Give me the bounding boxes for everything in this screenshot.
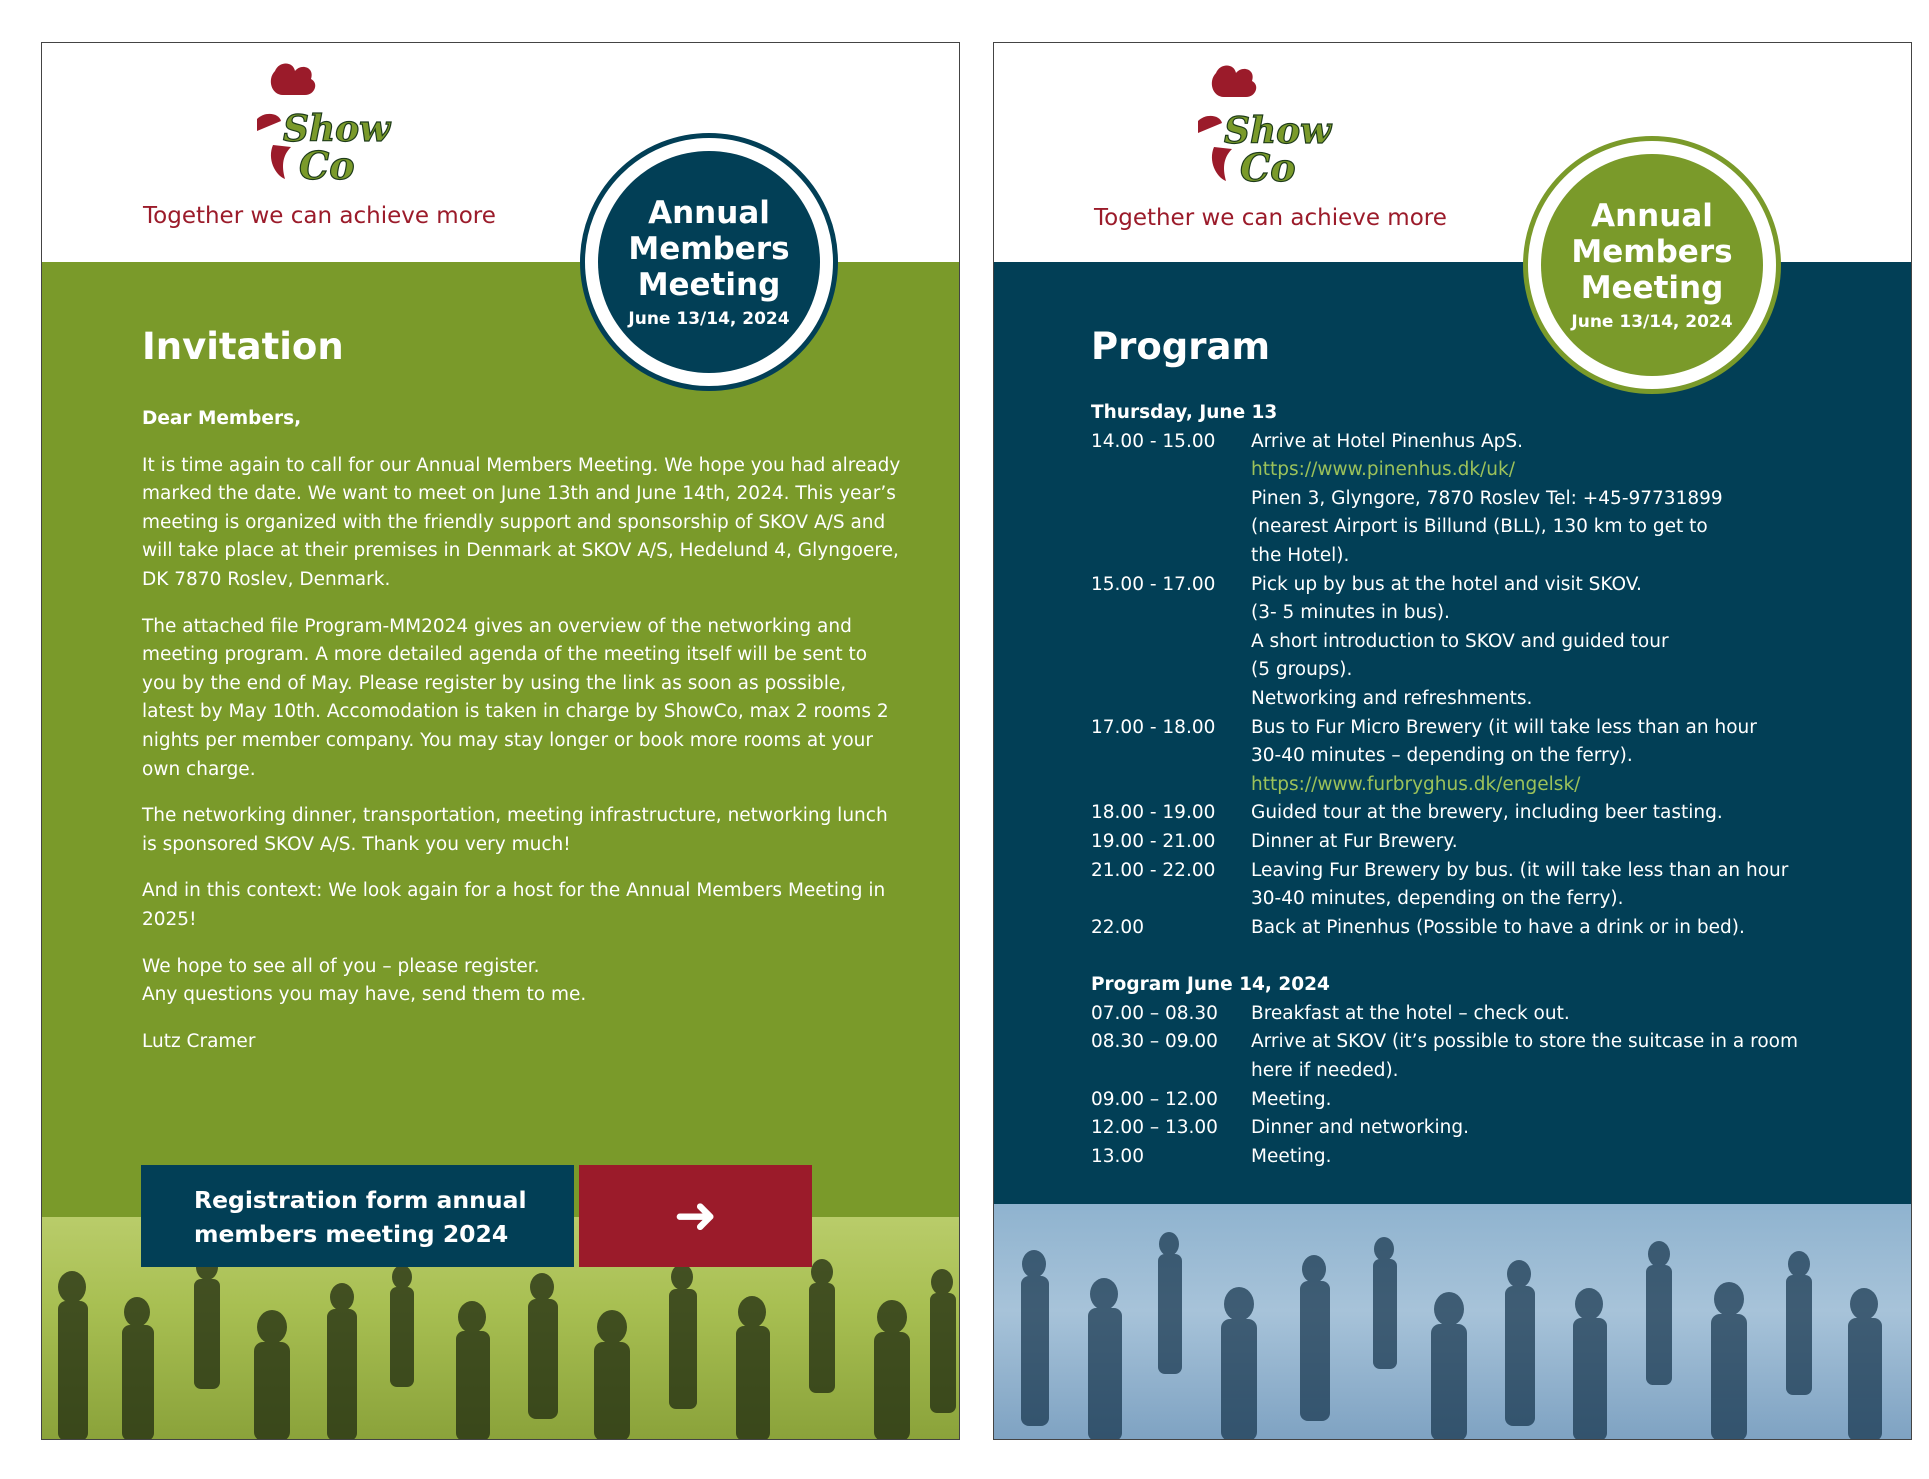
invitation-page bbox=[41, 42, 960, 1440]
logo-word-co: Co bbox=[1240, 145, 1296, 190]
letter-paragraph: The attached file Program-MM2024 gives an overview of the networking and meeting program. A more detailed agenda of the meeting itself will be sent to you by the end of May. Please register by using the link as soon as possible, latest by May 10th. Accomodation is taken in charge by ShowCo, max 2 rooms 2 nights per member company. You may stay longer or book more rooms at your own charge. bbox=[142, 615, 889, 780]
program-heading: Program bbox=[1091, 325, 1271, 368]
schedule-line: (5 groups). bbox=[1251, 659, 1353, 681]
schedule-line: A short introduction to SKOV and guided tour bbox=[1251, 630, 1669, 652]
meeting-badge-inner bbox=[1541, 154, 1763, 376]
schedule-row bbox=[1091, 1114, 1871, 1143]
badge-date: June 13/14, 2024 bbox=[1571, 312, 1733, 332]
schedule-line: Pinen 3, Glyngore, 7870 Roslev Tel: +45-97731899 bbox=[1251, 487, 1723, 509]
schedule-line: Dinner and networking. bbox=[1251, 1117, 1470, 1139]
schedule-description bbox=[1251, 799, 1871, 828]
registration-arrow-button[interactable] bbox=[579, 1165, 812, 1267]
invitation-letter bbox=[142, 405, 902, 1074]
showco-logo bbox=[1158, 63, 1358, 193]
tagline: Together we can achieve more bbox=[143, 203, 496, 229]
schedule-row bbox=[1091, 857, 1871, 914]
schedule-time: 22.00 bbox=[1091, 916, 1144, 938]
closing-line: We hope to see all of you – please register. bbox=[142, 955, 540, 977]
schedule-link[interactable]: https://www.furbryghus.dk/engelsk/ bbox=[1251, 773, 1581, 795]
schedule-time: 08.30 – 09.00 bbox=[1091, 1031, 1218, 1053]
schedule-time: 21.00 - 22.00 bbox=[1091, 859, 1216, 881]
schedule-description bbox=[1251, 1028, 1871, 1085]
day-title: Program June 14, 2024 bbox=[1091, 974, 1330, 996]
schedule-time: 09.00 – 12.00 bbox=[1091, 1088, 1218, 1110]
schedule-time: 19.00 - 21.00 bbox=[1091, 830, 1216, 852]
schedule-row bbox=[1091, 828, 1871, 857]
day1-schedule bbox=[1091, 428, 1871, 943]
letter-paragraph: And in this context: We look again for a host for the Annual Members Meeting in 2025! bbox=[142, 880, 886, 930]
schedule-row bbox=[1091, 428, 1871, 571]
badge-date: June 13/14, 2024 bbox=[628, 309, 790, 329]
day2-schedule bbox=[1091, 1000, 1871, 1172]
schedule-line: Leaving Fur Brewery by bus. (it will take less than an hour bbox=[1251, 859, 1789, 881]
registration-banner[interactable] bbox=[141, 1165, 812, 1267]
schedule-line: Arrive at Hotel Pinenhus ApS. bbox=[1251, 430, 1523, 452]
schedule-description bbox=[1251, 857, 1871, 914]
registration-text: Registration form annual bbox=[194, 1186, 527, 1214]
schedule-line: Breakfast at the hotel – check out. bbox=[1251, 1002, 1570, 1024]
schedule-line: 30-40 minutes, depending on the ferry). bbox=[1251, 888, 1624, 910]
logo-word-show: Show bbox=[1224, 110, 1332, 152]
closing-line: Any questions you may have, send them to me. bbox=[142, 984, 587, 1006]
crowd-photo bbox=[994, 1204, 1912, 1440]
program-schedule bbox=[1091, 399, 1871, 1171]
meeting-badge bbox=[580, 133, 838, 391]
schedule-row bbox=[1091, 1000, 1871, 1029]
schedule-description bbox=[1251, 1143, 1871, 1172]
registration-link[interactable] bbox=[141, 1165, 574, 1267]
signature: Lutz Cramer bbox=[142, 1030, 256, 1052]
schedule-time: 15.00 - 17.00 bbox=[1091, 573, 1216, 595]
schedule-time: 17.00 - 18.00 bbox=[1091, 716, 1216, 738]
schedule-time: 18.00 - 19.00 bbox=[1091, 802, 1216, 824]
badge-line-meeting: Meeting bbox=[1580, 270, 1724, 306]
schedule-description bbox=[1251, 828, 1871, 857]
schedule-line: 30-40 minutes – depending on the ferry). bbox=[1251, 745, 1633, 767]
schedule-line: Back at Pinenhus (Possible to have a drink or in bed). bbox=[1251, 916, 1745, 938]
schedule-row bbox=[1091, 799, 1871, 828]
schedule-line: (3- 5 minutes in bus). bbox=[1251, 602, 1450, 624]
schedule-row bbox=[1091, 914, 1871, 943]
schedule-line: Guided tour at the brewery, including beer tasting. bbox=[1251, 802, 1723, 824]
letter-closing bbox=[142, 953, 902, 1010]
schedule-line: Bus to Fur Micro Brewery (it will take less than an hour bbox=[1251, 716, 1757, 738]
logo-word-co: Co bbox=[299, 143, 355, 188]
schedule-row bbox=[1091, 1086, 1871, 1115]
badge-line-meeting: Meeting bbox=[637, 267, 781, 303]
schedule-link[interactable]: https://www.pinenhus.dk/uk/ bbox=[1251, 459, 1515, 481]
schedule-time: 12.00 – 13.00 bbox=[1091, 1117, 1218, 1139]
showco-logo bbox=[217, 61, 417, 191]
schedule-time: 14.00 - 15.00 bbox=[1091, 430, 1216, 452]
schedule-description bbox=[1251, 1000, 1871, 1029]
schedule-line: Meeting. bbox=[1251, 1088, 1332, 1110]
schedule-line: Pick up by bus at the hotel and visit SKOV. bbox=[1251, 573, 1642, 595]
schedule-description bbox=[1251, 428, 1871, 571]
schedule-description bbox=[1251, 914, 1871, 943]
badge-line-members: Members bbox=[628, 231, 790, 267]
schedule-row bbox=[1091, 714, 1871, 800]
schedule-line: (nearest Airport is Billund (BLL), 130 km to get to bbox=[1251, 516, 1708, 538]
arrow-right-icon: ➜ bbox=[673, 1186, 718, 1246]
greeting: Dear Members, bbox=[142, 408, 302, 429]
logo-word-show: Show bbox=[283, 108, 391, 150]
schedule-line: Meeting. bbox=[1251, 1145, 1332, 1167]
schedule-time: 07.00 – 08.30 bbox=[1091, 1002, 1218, 1024]
schedule-description bbox=[1251, 1114, 1871, 1143]
schedule-row bbox=[1091, 1028, 1871, 1085]
schedule-row bbox=[1091, 571, 1871, 714]
badge-line-members: Members bbox=[1571, 234, 1733, 270]
schedule-description bbox=[1251, 714, 1871, 800]
schedule-line: here if needed). bbox=[1251, 1060, 1399, 1082]
schedule-time: 13.00 bbox=[1091, 1145, 1144, 1167]
invitation-heading: Invitation bbox=[142, 325, 344, 368]
meeting-badge bbox=[1523, 136, 1781, 394]
letter-paragraph: The networking dinner, transportation, meeting infrastructure, networking lunch is sponsored SKOV A/S. Thank you very much! bbox=[142, 805, 888, 855]
schedule-description bbox=[1251, 1086, 1871, 1115]
day-title: Thursday, June 13 bbox=[1091, 402, 1278, 423]
schedule-line: Arrive at SKOV (it’s possible to store the suitcase in a room bbox=[1251, 1031, 1798, 1053]
schedule-row bbox=[1091, 1143, 1871, 1172]
schedule-line: the Hotel). bbox=[1251, 544, 1350, 566]
schedule-description bbox=[1251, 571, 1871, 714]
letter-paragraph: It is time again to call for our Annual Members Meeting. We hope you had already marked the date. We want to meet on June 13th and June 14th, 2024. This year’s meeting is organized with the friendly support and sponsorship of SKOV A/S and will take place at their premises in Denmark at SKOV A/S, Hedelund 4, Glyngoere, DK 7870 Roslev, Denmark. bbox=[142, 454, 901, 590]
badge-line-annual: Annual bbox=[648, 195, 770, 231]
schedule-line: Networking and refreshments. bbox=[1251, 687, 1533, 709]
meeting-badge-inner bbox=[598, 151, 820, 373]
tagline: Together we can achieve more bbox=[1094, 205, 1447, 231]
program-page bbox=[993, 42, 1912, 1440]
registration-text: members meeting 2024 bbox=[194, 1220, 509, 1248]
badge-line-annual: Annual bbox=[1591, 198, 1713, 234]
schedule-line: Dinner at Fur Brewery. bbox=[1251, 830, 1458, 852]
